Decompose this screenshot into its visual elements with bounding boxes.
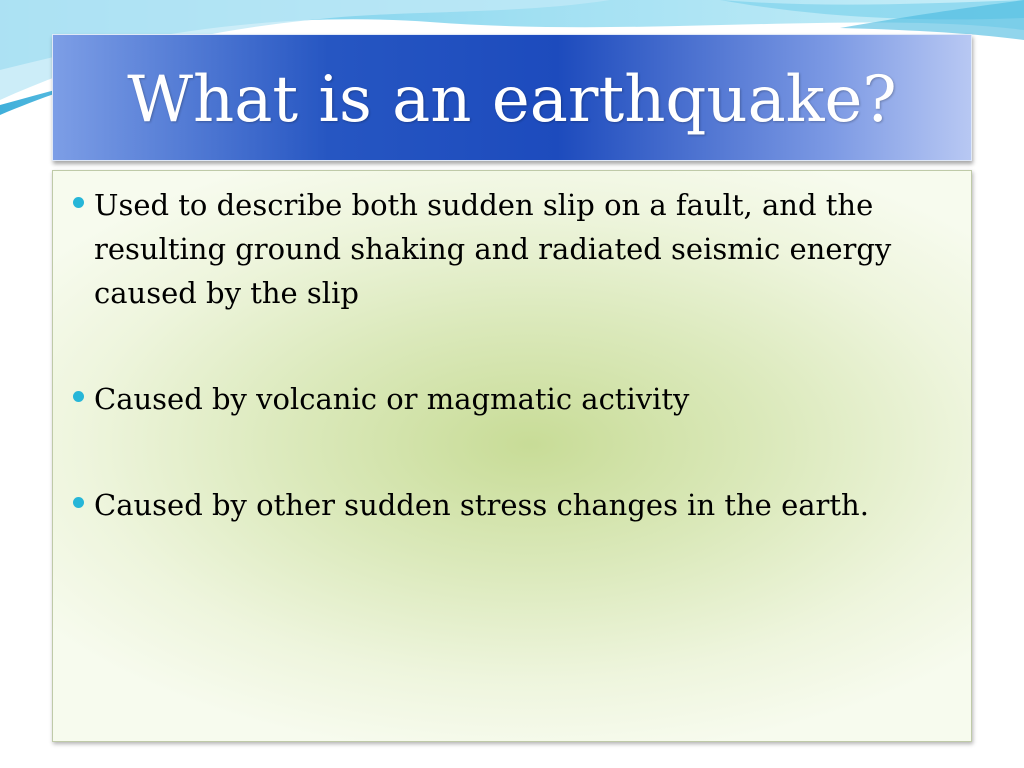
bullet-dot-icon xyxy=(73,391,84,402)
bullet-text-3: Caused by other sudden stress changes in the earth. xyxy=(94,488,869,522)
slide-title: What is an earthquake? xyxy=(127,62,897,137)
bullet-text-1: Used to describe both sudden slip on a fault, and the resulting ground shaking and radiated seismic energy caused by the slip xyxy=(94,188,892,310)
bullet-item-3 xyxy=(73,483,943,527)
bullet-text-2: Caused by volcanic or magmatic activity xyxy=(94,382,690,416)
bullet-item-1 xyxy=(73,183,943,315)
bullet-list xyxy=(73,183,943,589)
bullet-dot-icon xyxy=(73,197,84,208)
content-panel xyxy=(52,170,972,742)
bullet-item-2 xyxy=(73,377,943,421)
title-banner xyxy=(52,34,972,161)
bullet-dot-icon xyxy=(73,497,84,508)
